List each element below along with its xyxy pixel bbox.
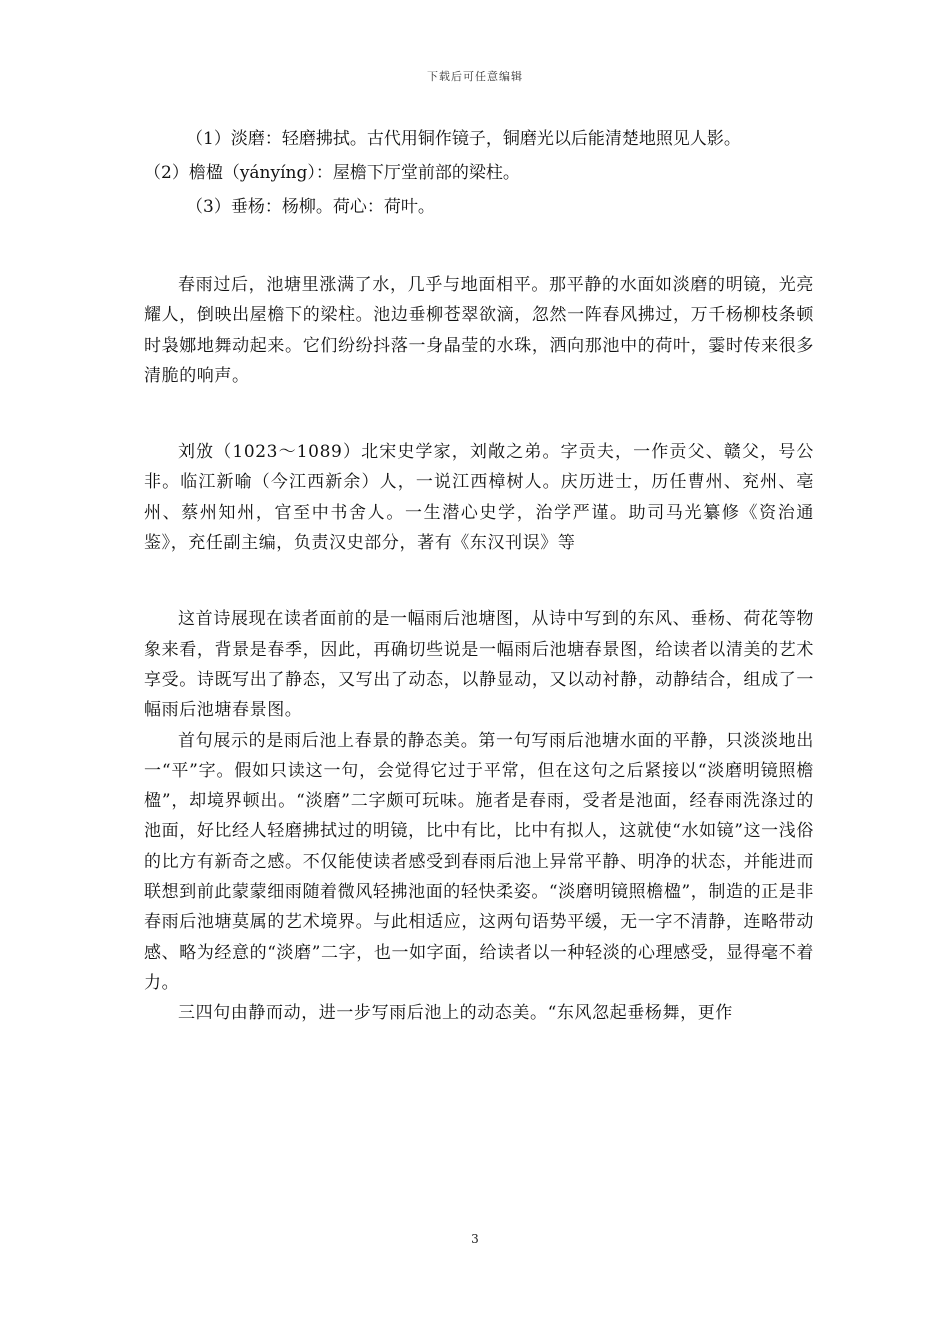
translation-paragraph: 春雨过后，池塘里涨满了水，几乎与地面相平。那平静的水面如淡磨的明镜，光亮耀人，倒映出屋檐下的梁柱。池边垂柳苍翠欲滴，忽然一阵春风拂过，万千杨柳枝条顿时袅娜地舞动起来。它们纷纷抖落一身晶莹的水珠，洒向那池中的荷叶，霎时传来很多清脆的响声。 [144, 275, 814, 386]
translation-section [144, 270, 814, 391]
note-2: （2）檐楹（yányíng）：屋檐下厅堂前部的梁柱。 [144, 163, 520, 183]
appreciation-section [144, 604, 814, 1028]
note-1: （1）淡磨：轻磨拂拭。古代用铜作镜子，铜磨光以后能清楚地照见人影。 [186, 129, 741, 149]
page-number: 3 [471, 1232, 479, 1246]
author-section [144, 437, 814, 558]
note-3: （3）垂杨：杨柳。荷心：荷叶。 [186, 197, 435, 217]
appreciation-paragraph-2: 首句展示的是雨后池上春景的静态美。第一句写雨后池塘水面的平静，只淡淡地出一“平”字。假如只读这一句，会觉得它过于平常，但在这句之后紧接以“淡磨明镜照檐楹”，却境界顿出。“淡磨”二字颇可玩味。施者是春雨，受者是池面，经春雨洗涤过的池面，好比经人轻磨拂拭过的明镜，比中有比，比中有拟人，这就使“水如镜”这一浅俗的比方有新奇之感。不仅能使读者感受到春雨后池上异常平静、明净的状态，并能进而联想到前此蒙蒙细雨随着微风轻拂池面的轻快柔姿。“淡磨明镜照檐楹”，制造的正是非春雨后池塘莫属的艺术境界。与此相适应，这两句语势平缓，无一字不清静，连略带动感、略为经意的“淡磨”二字，也一如字面，给读者以一种轻淡的心理感受，显得毫不着力。 [144, 730, 814, 993]
appreciation-paragraph-3: 三四句由静而动，进一步写雨后池上的动态美。“东风忽起垂杨舞，更作 [178, 1003, 733, 1024]
document-body [144, 122, 814, 1029]
author-paragraph: 刘攽（1023～1089）北宋史学家，刘敞之弟。字贡夫，一作贡父、赣父，号公非。临江新喻（今江西新余）人，一说江西樟树人。庆历进士，历任曹州、兖州、亳州、蔡州知州，官至中书舍人。一生潜心史学，治学严谨。助司马光纂修《资治通鉴》，充任副主编，负责汉史部分，著有《东汉刊误》等 [144, 442, 814, 554]
appreciation-paragraph-1: 这首诗展现在读者面前的是一幅雨后池塘图，从诗中写到的东风、垂杨、荷花等物象来看，背景是春季，因此，再确切些说是一幅雨后池塘春景图，给读者以清美的艺术享受。诗既写出了静态，又写出了动态，以静显动，又以动衬静，动静结合，组成了一幅雨后池塘春景图。 [144, 609, 814, 721]
annotation-notes [144, 122, 814, 224]
page-header: 下载后可任意编辑 [427, 70, 523, 83]
